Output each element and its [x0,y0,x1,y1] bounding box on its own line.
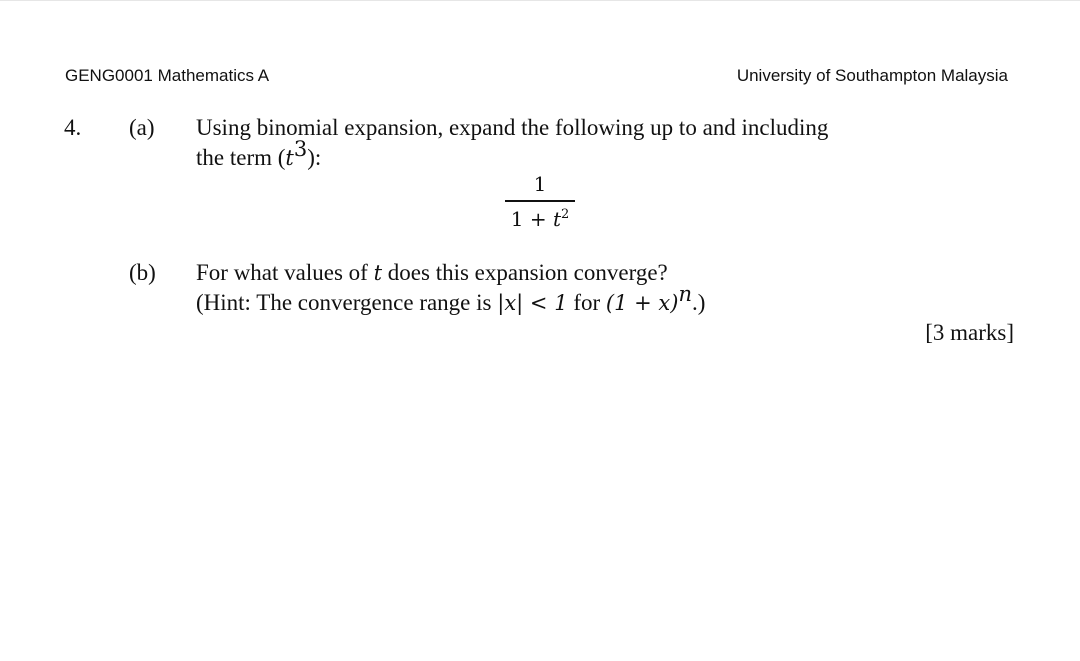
fraction-numerator: 1 [533,172,547,196]
part-a-line2-suffix: ): [307,145,322,170]
hint-abs-condition: |x| < 1 [497,291,568,315]
hint-suffix: .) [691,290,706,315]
fraction-denominator [505,205,575,233]
denominator-exponent: 2 [560,206,570,222]
hint-prefix: (Hint: The convergence range is [196,290,498,315]
course-header: GENG0001 Mathematics A [65,66,270,85]
hint-exponent: n [678,282,692,306]
denominator-variable: t [552,206,561,231]
denominator-prefix: 1 + [510,206,553,231]
fraction-expression [505,170,575,233]
fraction-bar [505,200,575,202]
term-variable: t [285,146,294,170]
part-a-label: (a) [129,115,155,140]
page-top-border [0,0,1080,1]
part-b-line1 [196,258,668,288]
term-exponent: 3 [293,137,308,161]
hint-mid: for [567,290,606,315]
part-b-line1-suffix: does this expansion converge? [382,260,668,285]
institution-header: University of Southampton Malaysia [736,66,1008,85]
part-b-line1-prefix: For what values of [196,260,374,285]
part-b-variable: t [373,261,383,285]
part-a-line2 [196,137,322,173]
part-a-line2-prefix: the term ( [196,145,286,170]
hint-expression: (1 + x) [605,291,679,315]
part-b-label: (b) [129,260,156,285]
question-number: 4. [64,115,82,140]
part-a-line1: Using binomial expansion, expand the following up to and including [196,115,829,140]
part-b-hint [196,282,706,318]
marks-label: [3 marks] [925,320,1014,345]
